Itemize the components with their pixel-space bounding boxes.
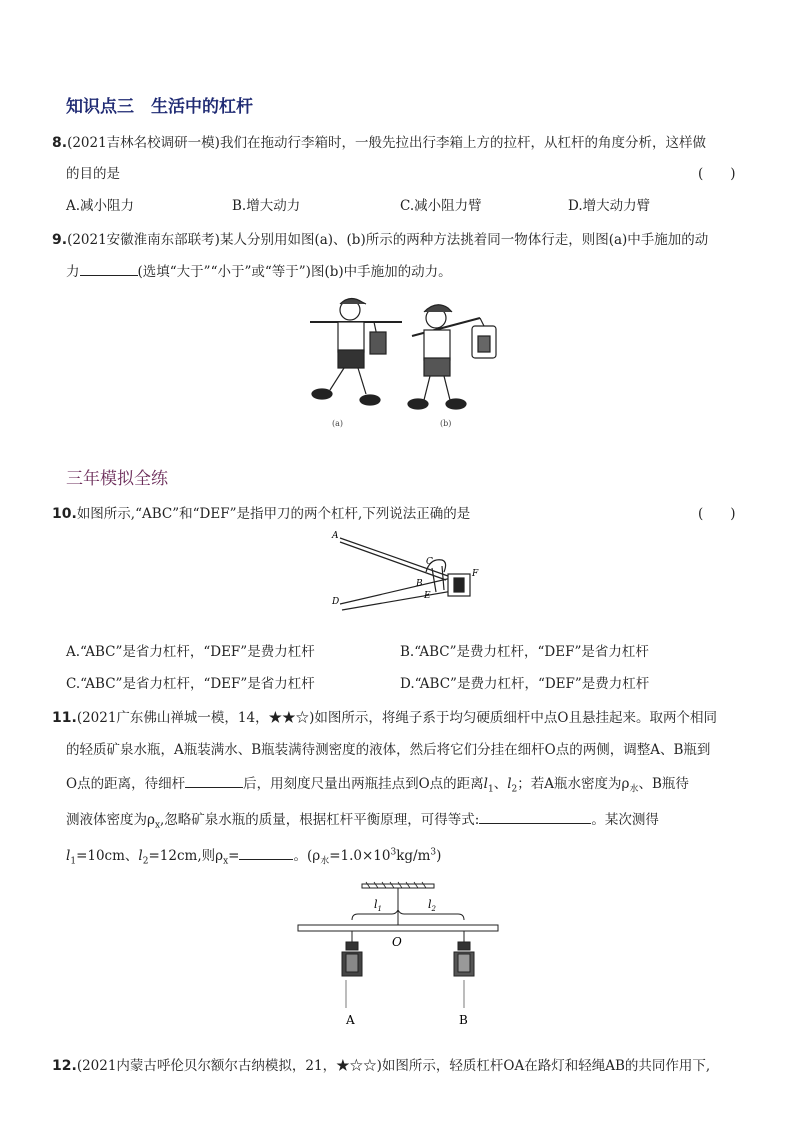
label-a: (a)	[332, 419, 344, 428]
answer-blank[interactable]	[239, 846, 293, 860]
question-text: (2021广东佛山禅城一模，14，★★☆)如图所示，将绳子系于均匀硬质细杆中点O且悬挂起来。取两个相同	[76, 710, 717, 726]
question-text: (2021吉林名校调研一模)我们在拖动行李箱时，一般先拉出行李箱上方的拉杆，从杠杆的角度分析，这样做	[67, 135, 706, 151]
question-11-line3: O点的距离，待细杆 后，用刻度尺量出两瓶挂点到O点的距离$l_1$、$l_2$；若A瓶水密度为$\rho_水$、B瓶待	[66, 776, 689, 795]
question-9-line2: 力 (选填“大于”“小于”或“等于”)图(b)中手施加的动力。	[66, 264, 452, 280]
question-8-line2: 的目的是	[66, 166, 120, 182]
option-d: D.“ABC”是费力杠杆，“DEF”是费力杠杆	[400, 676, 650, 692]
question-9	[52, 228, 708, 248]
answer-paren: ( )	[698, 506, 736, 522]
label-b: (b)	[440, 419, 452, 428]
point-a: A	[332, 531, 339, 541]
answer-blank[interactable]	[80, 262, 138, 276]
lever-bottles-figure	[296, 880, 502, 1030]
question-8	[52, 131, 706, 151]
point-e: E	[424, 591, 431, 601]
label-l2: $l_2$	[428, 898, 436, 913]
question-11-line2: 的轻质矿泉水瓶，A瓶装满水、B瓶装满待测密度的液体，然后将它们分挂在细杆O点的两侧，调整A、B瓶到	[66, 742, 711, 758]
porter-a	[310, 298, 402, 405]
section-title: 知识点三 生活中的杠杆	[66, 97, 253, 117]
porter-b	[408, 305, 496, 409]
point-d: D	[332, 597, 340, 607]
section-title: 三年模拟全练	[66, 469, 168, 489]
label-bottle-b: B	[459, 1013, 468, 1027]
label-o: O	[392, 935, 402, 949]
point-f: F	[472, 569, 479, 579]
question-text: 如图所示,“ABC”和“DEF”是指甲刀的两个杠杆,下列说法正确的是	[76, 506, 471, 522]
label-l1: $l_1$	[374, 898, 382, 913]
option-d: D.增大动力臂	[568, 198, 651, 214]
question-11-line5: $l_1=10cm$、$l_2=12cm$,则$\rho_x=$ 。$(\rho_水=1.0\times 10^3kg/m^3)$	[66, 847, 442, 867]
point-c: C	[426, 557, 433, 567]
option-c: C.“ABC”是省力杠杆，“DEF”是省力杠杆	[66, 676, 315, 692]
answer-blank[interactable]	[185, 774, 243, 788]
option-c: C.减小阻力臂	[400, 198, 482, 214]
question-11	[52, 706, 717, 726]
question-text: (2021安徽淮南东部联考)某人分别用如图(a)、(b)所示的两种方法挑着同一物体行走，则图(a)中手施加的动	[67, 232, 709, 248]
option-a: A.“ABC”是省力杠杆，“DEF”是费力杠杆	[66, 644, 315, 660]
question-number: 10.	[52, 506, 77, 522]
option-b: B.增大动力	[232, 198, 301, 214]
option-a: A.减小阻力	[66, 198, 135, 214]
point-b: B	[416, 579, 423, 589]
question-number: 9.	[52, 232, 68, 248]
question-number: 11.	[52, 710, 77, 726]
question-11-line4: 测液体密度为$\rho_x$,忽略矿泉水瓶的质量，根据杠杆平衡原理，可得等式: 。某次测得	[66, 812, 659, 831]
question-text: (2021内蒙古呼伦贝尔额尔古纳模拟，21，★☆☆)如图所示，轻质杠杆OA在路灯和轻绳AB的共同作用下,	[76, 1058, 711, 1074]
label-bottle-a: A	[346, 1013, 355, 1027]
answer-blank[interactable]	[479, 810, 591, 824]
answer-paren: ( )	[698, 166, 736, 182]
porter-figure	[300, 292, 520, 430]
option-b: B.“ABC”是费力杠杆，“DEF”是省力杠杆	[400, 644, 649, 660]
nail-clipper-figure	[330, 528, 480, 623]
question-number: 12.	[52, 1058, 77, 1074]
question-12	[52, 1054, 710, 1074]
question-number: 8.	[52, 135, 68, 151]
question-10	[52, 502, 470, 522]
